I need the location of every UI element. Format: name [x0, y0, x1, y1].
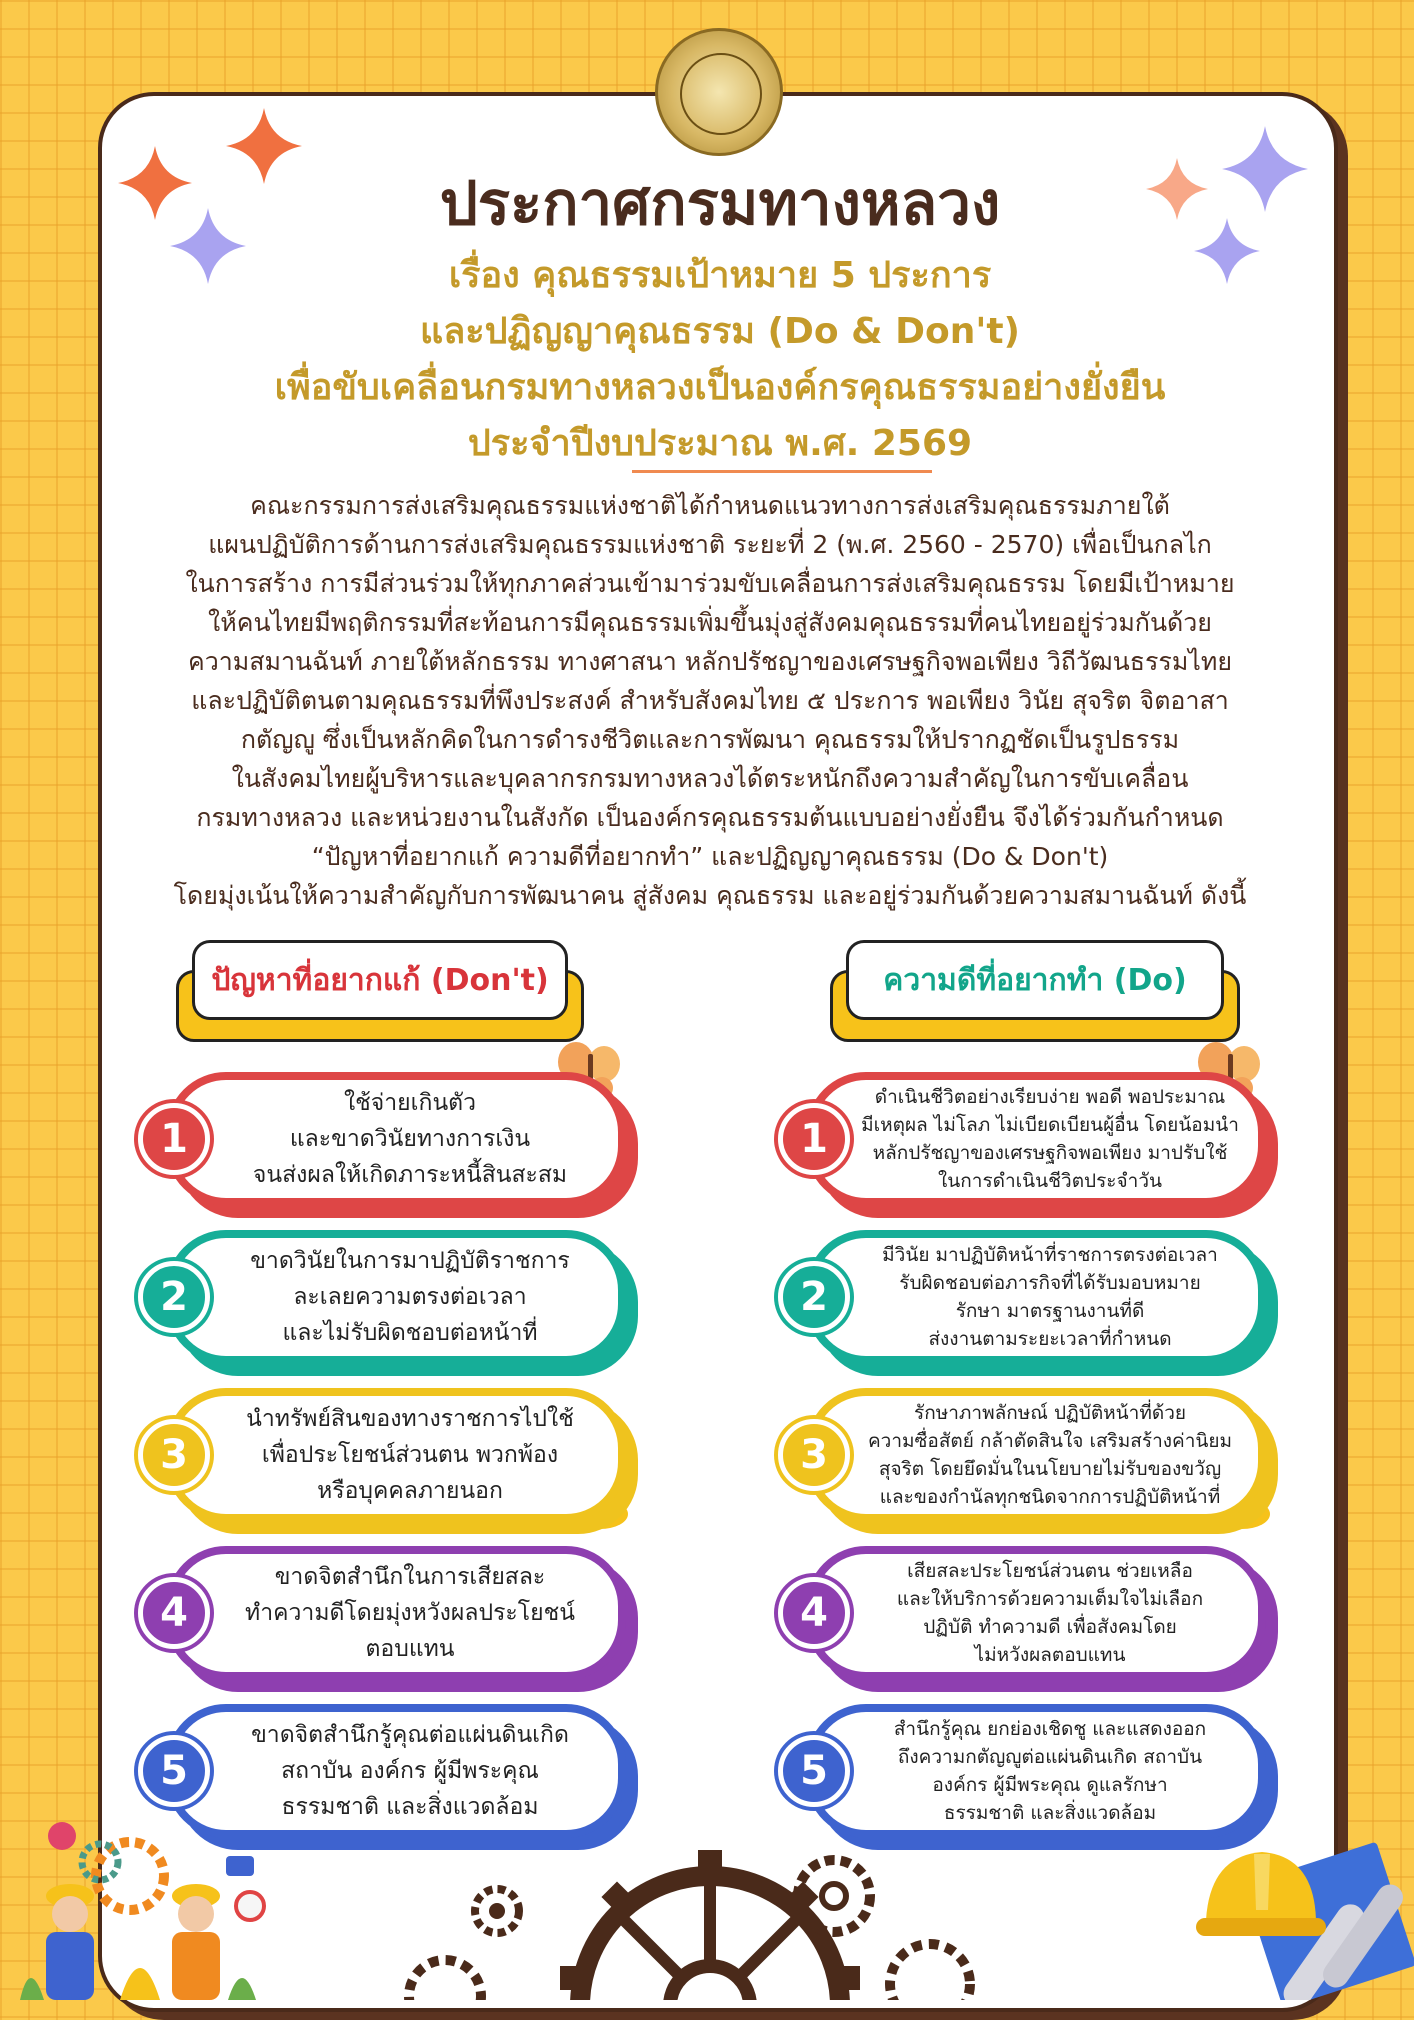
intro-line: คณะกรรมการส่งเสริมคุณธรรมแห่งชาติได้กำหนดแนวทางการส่งเสริมคุณธรรมภายใต้: [250, 491, 1170, 520]
do-item-number: 2: [778, 1261, 850, 1333]
dont-item-line: ตอบแทน: [365, 1636, 455, 1662]
do-heading-label: ความดีที่อยากทำ (Do): [883, 962, 1187, 998]
dont-heading-label: ปัญหาที่อยากแก้ (Don't): [211, 962, 549, 998]
gear-icon: [880, 1928, 980, 2000]
gear-icon: [400, 1946, 490, 2000]
dont-item-line: จนส่งผลให้เกิดภาระหนี้สินสะสม: [252, 1162, 568, 1188]
do-item-line: ส่งงานตามระยะเวลาที่กำหนด: [928, 1328, 1172, 1350]
intro-line: โดยมุ่งเน้นให้ความสำคัญกับการพัฒนาคน สู่สังคม คุณธรรม และอยู่ร่วมกันด้วยความสมานฉันท์ ดังนี้: [173, 881, 1247, 910]
do-item-line: หลักปรัชญาของเศรษฐกิจพอเพียง มาปรับใช้: [872, 1142, 1228, 1164]
dont-item-text: [206, 1072, 614, 1206]
dont-item-line: ขาดจิตสำนึกรู้คุณต่อแผ่นดินเกิด: [251, 1722, 569, 1748]
dont-item-line: ละเลยความตรงต่อเวลา: [293, 1284, 527, 1310]
dont-item-line: และไม่รับผิดชอบต่อหน้าที่: [282, 1320, 538, 1346]
dont-heading: [192, 940, 568, 1020]
do-item-line: มีวินัย มาปฏิบัติหน้าที่ราชการตรงต่อเวลา: [882, 1244, 1218, 1266]
dont-item-line: และขาดวินัยทางการเงิน: [289, 1126, 531, 1152]
gear-icon: [786, 1848, 882, 1944]
dont-item-text: [206, 1388, 614, 1522]
do-item-text: [846, 1072, 1254, 1206]
do-item-line: ดำเนินชีวิตอย่างเรียบง่าย พอดี พอประมาณ: [874, 1086, 1226, 1108]
do-item-number: 1: [778, 1103, 850, 1175]
do-item-line: ในการดำเนินชีวิตประจำวัน: [938, 1170, 1162, 1192]
do-item-line: เสียสละประโยชน์ส่วนตน ช่วยเหลือ: [907, 1560, 1193, 1582]
do-item-line: และให้บริการด้วยความเต็มใจไม่เลือก: [896, 1588, 1204, 1610]
do-item-line: รักษา มาตรฐานงานที่ดี: [955, 1300, 1145, 1322]
intro-line: ความสมานฉันท์ ภายใต้หลักธรรม ทางศาสนา หลักปรัชญาของเศรษฐกิจพอเพียง วิถีวัฒนธรรมไทย: [188, 647, 1232, 676]
intro-line: และปฏิบัติตนตามคุณธรรมที่พึงประสงค์ สำหรับสังคมไทย ๕ ประการ พอเพียง วินัย สุจริต จิตอาสา: [191, 686, 1229, 715]
intro-line: ให้คนไทยมีพฤติกรรมที่สะท้อนการมีคุณธรรมเพิ่มขึ้นมุ่งสู่สังคมคุณธรรมที่คนไทยอยู่ร่วมกันด้วย: [208, 608, 1212, 637]
do-item-line: ความซื่อสัตย์ กล้าตัดสินใจ เสริมสร้างค่านิยม: [867, 1430, 1233, 1452]
do-item-line: สุจริต โดยยึดมั่นในนโยบายไม่รับของขวัญ: [878, 1458, 1222, 1480]
dont-item-line: ใช้จ่ายเกินตัว: [343, 1090, 477, 1116]
do-item-line: รักษาภาพลักษณ์ ปฏิบัติหน้าที่ด้วย: [913, 1402, 1187, 1424]
dont-item-line: สถาบัน องค์กร ผู้มีพระคุณ: [281, 1758, 539, 1784]
subtitle-line: เพื่อขับเคลื่อนกรมทางหลวงเป็นองค์กรคุณธรรมอย่างยั่งยืน: [274, 367, 1166, 408]
do-item-text: [846, 1704, 1254, 1838]
do-item-text: [846, 1388, 1254, 1522]
do-item-line: รับผิดชอบต่อภารกิจที่ได้รับมอบหมาย: [899, 1272, 1201, 1294]
do-item-line: ไม่หวังผลตอบแทน: [974, 1644, 1126, 1666]
intro-line: แผนปฏิบัติการด้านการส่งเสริมคุณธรรมแห่งชาติ ระยะที่ 2 (พ.ศ. 2560 - 2570) เพื่อเป็นกลไก: [208, 530, 1212, 559]
do-heading: [846, 940, 1224, 1020]
do-item-number: 5: [778, 1735, 850, 1807]
do-item-line: ปฏิบัติ ทำความดี เพื่อสังคมโดย: [923, 1616, 1177, 1638]
hard-hat-icon: [1196, 1840, 1326, 1950]
divider: [632, 470, 932, 473]
intro-line: กรมทางหลวง และหน่วยงานในสังกัด เป็นองค์กรคุณธรรมต้นแบบอย่างยั่งยืน จึงได้ร่วมกันกำหนด: [196, 803, 1224, 832]
dont-item-number: 3: [138, 1419, 210, 1491]
subtitle-line: ประจำปีงบประมาณ พ.ศ. 2569: [467, 423, 973, 464]
dont-item-number: 5: [138, 1735, 210, 1807]
do-item-number: 3: [778, 1419, 850, 1491]
dont-item-line: ขาดจิตสำนึกในการเสียสละ: [274, 1564, 546, 1590]
gear-icon: [466, 1880, 528, 1942]
do-item-number: 4: [778, 1577, 850, 1649]
do-item-line: ถึงความกตัญญูต่อแผ่นดินเกิด สถาบัน: [897, 1746, 1203, 1768]
dont-item-number: 4: [138, 1577, 210, 1649]
dont-item-text: [206, 1704, 614, 1838]
intro-line: ในการสร้าง การมีส่วนร่วมให้ทุกภาคส่วนเข้ามาร่วมขับเคลื่อนการส่งเสริมคุณธรรม โดยมีเป้าหมาย: [185, 569, 1235, 598]
dont-item-line: หรือบุคคลภายนอก: [317, 1478, 503, 1504]
do-item-line: สำนึกรู้คุณ ยกย่องเชิดชู และแสดงออก: [893, 1718, 1207, 1740]
intro-line: กตัญญู ซึ่งเป็นหลักคิดในการดำรงชีวิตและการพัฒนา คุณธรรมให้ปรากฏชัดเป็นรูปธรรม: [240, 725, 1180, 754]
intro-line: ในสังคมไทยผู้บริหารและบุคลากรกรมทางหลวงได้ตระหนักถึงความสำคัญในการขับเคลื่อน: [231, 764, 1189, 793]
dont-item-line: นำทรัพย์สินของทางราชการไปใช้: [246, 1406, 574, 1432]
dont-item-number: 1: [138, 1103, 210, 1175]
dont-item-line: เพื่อประโยชน์ส่วนตน พวกพ้อง: [261, 1442, 559, 1468]
dont-item-line: ธรรมชาติ และสิ่งแวดล้อม: [281, 1794, 539, 1820]
department-seal: [655, 28, 783, 156]
dont-item-number: 2: [138, 1261, 210, 1333]
page-title: ประกาศกรมทางหลวง: [439, 169, 1001, 239]
dont-item-text: [206, 1230, 614, 1364]
do-item-line: ธรรมชาติ และสิ่งแวดล้อม: [943, 1802, 1157, 1824]
subtitle-line: และปฏิญญาคุณธรรม (Do & Don't): [419, 311, 1021, 352]
do-item-text: [846, 1546, 1254, 1680]
dont-item-line: ทำความดีโดยมุ่งหวังผลประโยชน์: [245, 1600, 575, 1626]
do-item-line: มีเหตุผล ไม่โลภ ไม่เบียดเบียนผู้อื่น โดยน้อมนำ: [861, 1114, 1239, 1136]
do-item-line: องค์กร ผู้มีพระคุณ ดูแลรักษา: [932, 1774, 1168, 1796]
do-item-text: [846, 1230, 1254, 1364]
intro-line: “ปัญหาที่อยากแก้ ความดีที่อยากทำ” และปฏิญญาคุณธรรม (Do & Don't): [311, 842, 1109, 871]
intro-paragraph: [110, 486, 1310, 915]
dont-item-text: [206, 1546, 614, 1680]
subtitle-line: เรื่อง คุณธรรมเป้าหมาย 5 ประการ: [448, 255, 992, 296]
dont-item-line: ขาดวินัยในการมาปฏิบัติราชการ: [250, 1248, 570, 1274]
do-item-line: และของกำนัลทุกชนิดจากการปฏิบัติหน้าที่: [879, 1486, 1221, 1508]
